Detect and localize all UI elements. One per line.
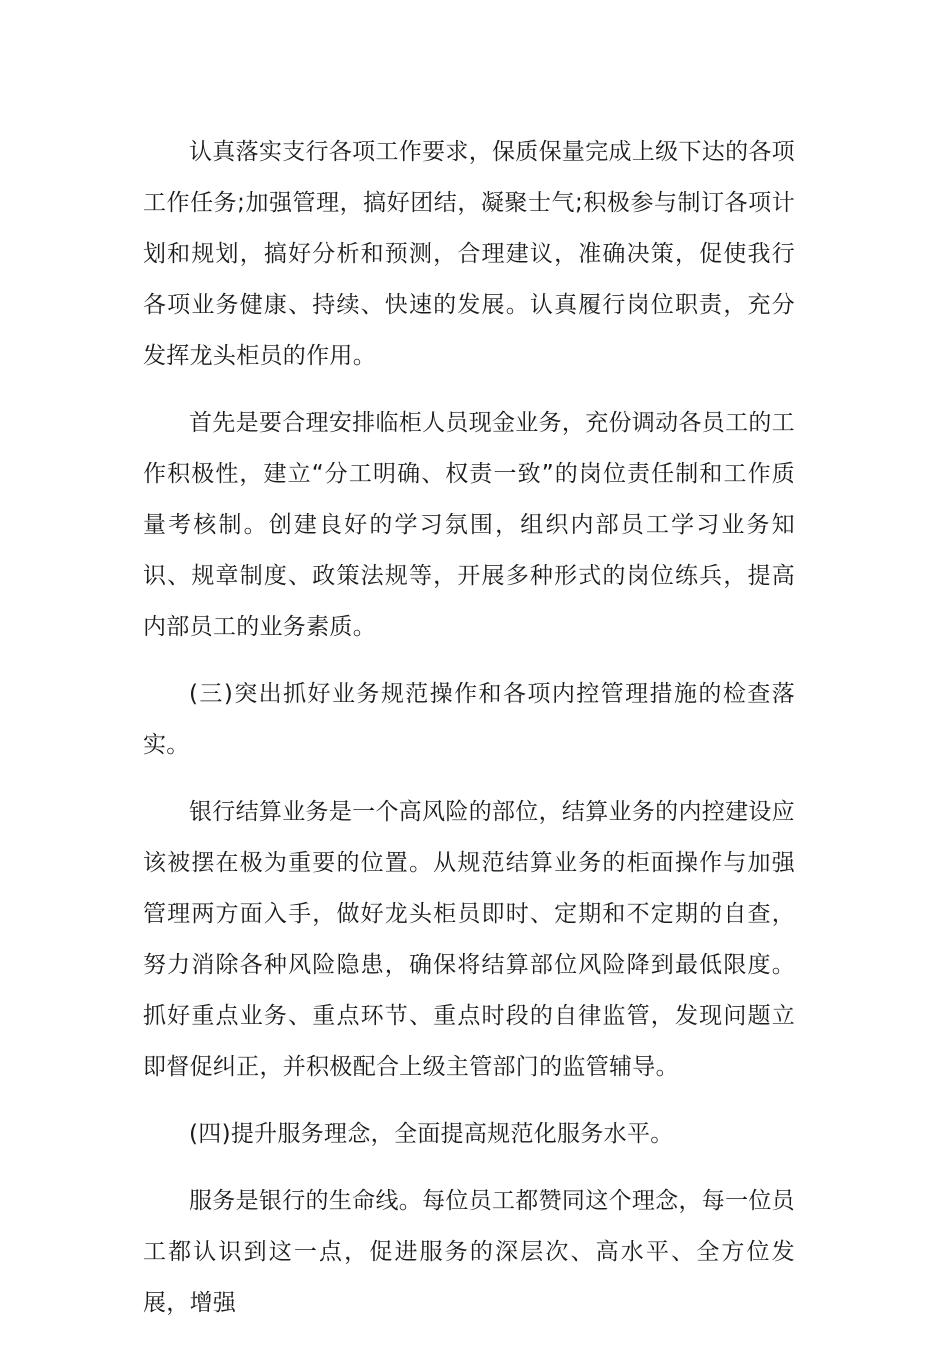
paragraph-work-requirements: 认真落实支行各项工作要求，保质保量完成上级下达的各项工作任务;加强管理，搞好团结，凝聚士气;积极参与制订各项计划和规划，搞好分析和预测，合理建议，准确决策，促使我行各项业务健康、持续、快速的发展。认真履行岗位职责，充分发挥龙头柜员的作用。 <box>143 139 795 369</box>
paragraph-staff-arrangement: 首先是要合理安排临柜人员现金业务，充份调动各员工的工作积极性，建立“分工明确、权责一致”的岗位责任制和工作质量考核制。创建良好的学习氛围，组织内部员工学习业务知识、规章制度、政策法规等，开展多种形式的岗位练兵，提高内部员工的业务素质。 <box>143 410 795 640</box>
document-body <box>143 127 795 1345</box>
section-heading-4: (四)提升服务理念，全面提高规范化服务水平。 <box>189 1121 674 1147</box>
paragraph-service-lifeline: 服务是银行的生命线。每位员工都赞同这个理念，每一位员工都认识到这一点，促进服务的深层次、高水平、全方位发展，增强 <box>143 1188 795 1316</box>
section-heading-3: (三)突出抓好业务规范操作和各项内控管理措施的检查落实。 <box>143 681 795 758</box>
paragraph-settlement-risk: 银行结算业务是一个高风险的部位，结算业务的内控建设应该被摆在极为重要的位置。从规范结算业务的柜面操作与加强管理两方面入手，做好龙头柜员即时、定期和不定期的自查，努力消除各种风险隐患，确保将结算部位风险降到最低限度。抓好重点业务、重点环节、重点时段的自律监管，发现问题立即督促纠正，并积极配合上级主管部门的监管辅导。 <box>143 799 795 1080</box>
